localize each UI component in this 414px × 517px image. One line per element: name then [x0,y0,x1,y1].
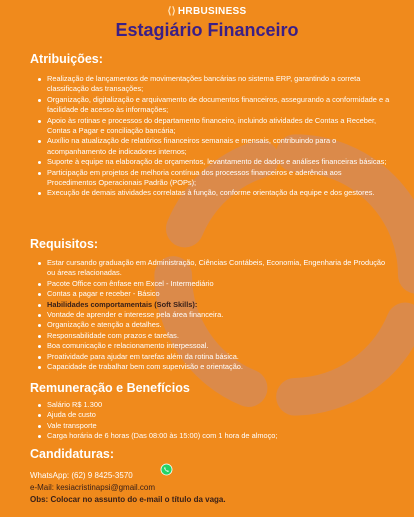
applications-heading: Candidaturas: [30,447,115,461]
attributions-heading: Atribuições: [30,52,103,66]
list-item: Pacote Office com ênfase em Excel - Intermediário [38,279,392,289]
list-item: Boa comunicação e relacionamento interpessoal. [38,341,392,351]
list-item: Salário R$ 1.300 [38,400,392,410]
email-contact[interactable]: e-Mail: kesiacristinapsi@gmail.com [30,483,156,492]
list-item: Auxílio na atualização de relatórios financeiros semanais e mensais, contribuindo para o acompanhamento de indicadores internos; [38,136,392,157]
whatsapp-icon[interactable] [160,463,173,476]
list-item: Vontade de aprender e interesse pela área financeira. [38,310,392,320]
list-item: Participação em projetos de melhoria contínua dos processos financeiros e aderência aos Procedimentos Operacionais Padrão (POPs); [38,168,392,189]
requirements-list [38,258,392,372]
benefits-heading: Remuneração e Benefícios [30,381,190,395]
list-item-soft-skills: Habilidades comportamentais (Soft Skills): [38,300,392,310]
list-item: Contas a pagar e receber - Básico [38,289,392,299]
brand-logo-text: HRBUSINESS [177,6,247,17]
application-note: Obs: Colocar no assunto do e-mail o título da vaga. [30,495,226,504]
list-item: Vale transporte [38,421,392,431]
whatsapp-contact[interactable]: WhatsApp: (62) 9 8425-3570 [30,471,133,480]
brand-logo [0,6,414,17]
list-item: Capacidade de trabalhar bem com supervisão e orientação. [38,362,392,372]
attributions-list [38,74,392,199]
list-item: Estar cursando graduação em Administração, Ciências Contábeis, Economia, Engenharia de Produção ou áreas relacionadas. [38,258,392,279]
list-item: Realização de lançamentos de movimentações bancárias no sistema ERP, garantindo a correta classificação das transações; [38,74,392,95]
requirements-heading: Requisitos: [30,237,99,251]
list-item: Ajuda de custo [38,410,392,420]
benefits-list [38,400,392,442]
list-item: Apoio às rotinas e processos do departamento financeiro, incluindo atividades de Contas a Receber, Contas a Pagar e conciliação bancária; [38,116,392,137]
list-item: Responsabilidade com prazos e tarefas. [38,331,392,341]
list-item: Organização, digitalização e arquivamento de documentos financeiros, assegurando a conformidade e a facilidade de acesso às informações; [38,95,392,116]
list-item: Proatividade para ajudar em tarefas além da rotina básica. [38,352,392,362]
list-item: Carga horária de 6 horas (Das 08:00 às 15:00) com 1 hora de almoço; [38,431,392,441]
list-item: Suporte à equipe na elaboração de orçamentos, levantamento de dados e análises financeiras básicas; [38,157,392,167]
hrbusiness-logo-icon: ⟨⟩ [167,6,176,17]
list-item: Execução de demais atividades correlatas à função, conforme orientação da equipe e dos gestores. [38,188,392,198]
list-item: Organização e atenção a detalhes. [38,320,392,330]
page-title: Estagiário Financeiro [115,20,299,40]
